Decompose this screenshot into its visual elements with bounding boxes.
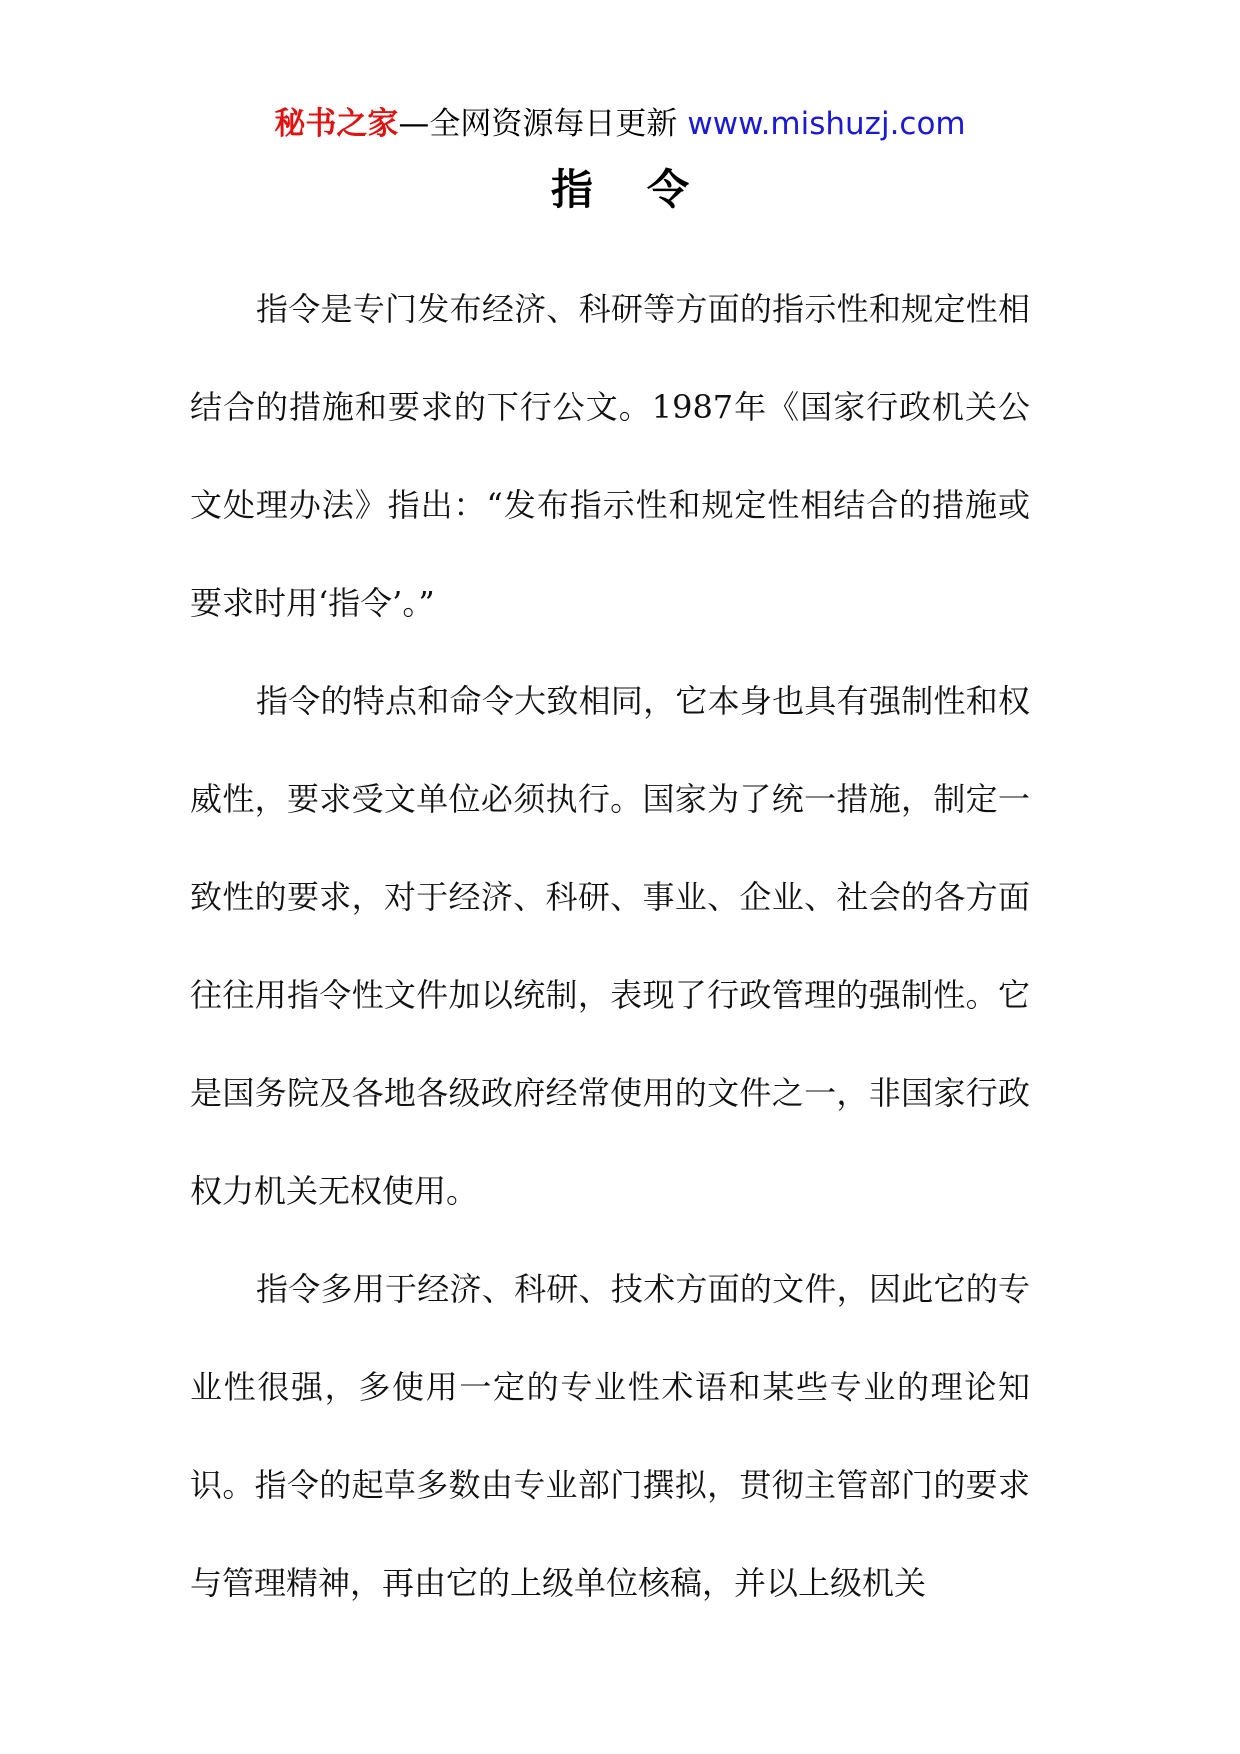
site-brand: 秘书之家 — [274, 106, 399, 142]
document-body — [190, 260, 1030, 1632]
document-title: 指令 — [550, 165, 743, 214]
site-header — [0, 104, 1240, 144]
paragraph: 指令是专门发布经济、科研等方面的指示性和规定性相结合的措施和要求的下行公文。1987年《国家行政机关公文处理办法》指出：“发布指示性和规定性相结合的措施或要求时用‘指令’。” — [190, 290, 1030, 622]
site-tagline: 全网资源每日更新 — [429, 106, 678, 142]
site-url-link[interactable]: www.mishuzj.com — [687, 106, 966, 142]
paragraph: 指令多用于经济、科研、技术方面的文件，因此它的专业性很强，多使用一定的专业性术语和某些专业的理论知识。指令的起草多数由专业部门撰拟，贯彻主管部门的要求与管理精神，再由它的上级单位核稿，并以上级机关 — [190, 1270, 1030, 1602]
paragraph: 指令的特点和命令大致相同，它本身也具有强制性和权威性，要求受文单位必须执行。国家为了统一措施，制定一致性的要求，对于经济、科研、事业、企业、社会的各方面往往用指令性文件加以统制，表现了行政管理的强制性。它是国务院及各地各级政府经常使用的文件之一，非国家行政权力机关无权使用。 — [190, 682, 1030, 1210]
header-dash: — — [398, 106, 430, 142]
